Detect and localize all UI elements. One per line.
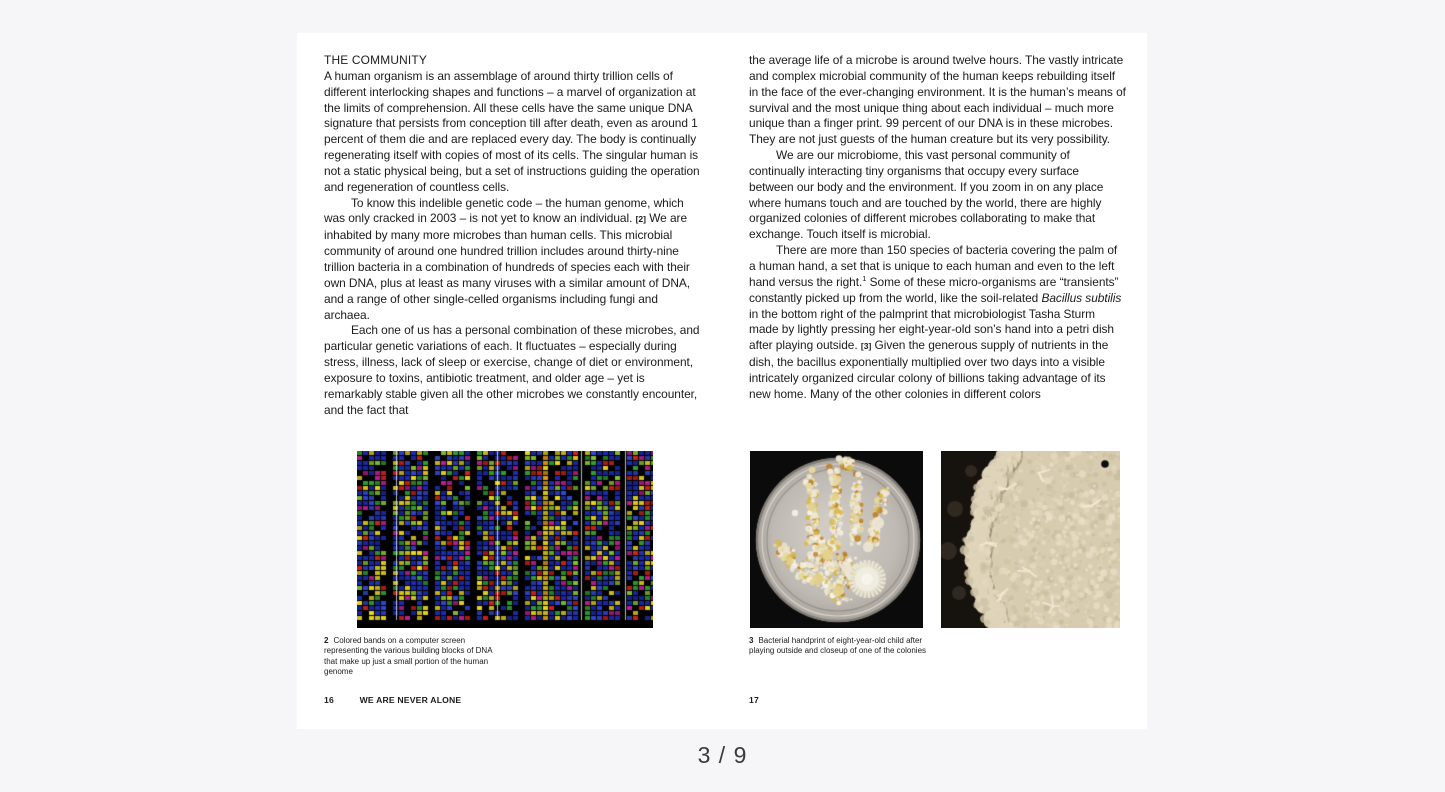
figure-caption-text: Colored bands on a computer screen representing the various building blocks of DNA that make up just a small portion of the human genome [324,636,493,676]
page-number-left: 16 [324,695,334,705]
dna-bands-image [357,451,653,628]
pagination-indicator: 3 / 9 [697,742,748,768]
book-spread [297,33,1147,729]
running-title: WE ARE NEVER ALONE [359,695,462,705]
figure-number: 3 [749,636,754,645]
figure-number: 2 [324,636,329,645]
page-number-right: 17 [749,695,759,705]
left-column-text [324,53,701,418]
right-column-paragraphs: the average life of a microbe is around twelve hours. The vastly intricate and complex microbial community of the human keeps rebuilding itself in the face of the ever-changing environment. It is the human’s means of survival and the most unique thing about each individual – much more unique than a finger print. 99 percent of our DNA is in these microbes. They are not just guests of the human creature but its very possibility. We are our microbiome, this vast personal community of continually interacting tiny organisms that occupy every surface between our body and the environment. If you zoom in on any place where humans touch and are touched by the world, there are highly organized colonies of different microbes collaborating to make that exchange. Touch itself is microbial. There are more than 150 species of bacteria covering the palm of a human hand, a set that is unique to each human and even to the left hand versus the right.$^1$ Some of these micro-organisms are “transients” constantly picked up from the world, like the soil-related Bacillus subtilis in the bottom right of the palmprint that microbiologist Tasha Sturm made by lightly pressing her eight-year-old son’s hand into a petri dish after playing outside. [3] Given the generous supply of nutrients in the dish, the bacillus exponentially multiplied over two days into a visible intricately organized circular colony of billions taking advantage of its new home. Many of the other colonies in different colors [749,53,1126,401]
figure-caption-right [749,636,927,657]
figure-caption-left [324,636,494,677]
left-page-footer [324,695,461,705]
left-column-paragraphs: A human organism is an assemblage of around thirty trillion cells of different interlocking shapes and functions – a marvel of organization at the limits of comprehension. All these cells have the same unique DNA signature that persists from conception till after death, even as around 1 percent of them die and are replaced every day. The body is continually regenerating itself with copies of most of its cells. The singular human is not a static physical being, but a set of instructions guiding the operation and regeneration of countless cells. To know this indelible genetic code – the human genome, which was only cracked in 2003 – is not yet to know an individual. [2] We are inhabited by many more microbes than human cells. This microbial community of around one hundred trillion includes around thirty-nine trillion bacteria in a combination of hundreds of species each with their own DNA, plus at least as many viruses with a similar amount of DNA, and a range of other single-celled organisms including fungi and archaea. Each one of us has a personal combination of these microbes, and particular genetic variations of each. It fluctuates – especially during stress, illness, lack of sleep or exercise, change of diet or environment, exposure to toxins, antibiotic treatment, and older age – yet is remarkably stable given all the other microbes we constantly encounter, and the fact that [324,68,700,417]
section-heading: THE COMMUNITY [324,53,428,67]
figure-caption-text: Bacterial handprint of eight-year-old child after playing outside and closeup of one of the colonies [749,636,927,656]
colony-closeup-image [941,451,1120,628]
petri-dish-handprint-image [750,451,923,628]
right-page-footer [749,695,759,705]
right-column-text [749,53,1126,403]
